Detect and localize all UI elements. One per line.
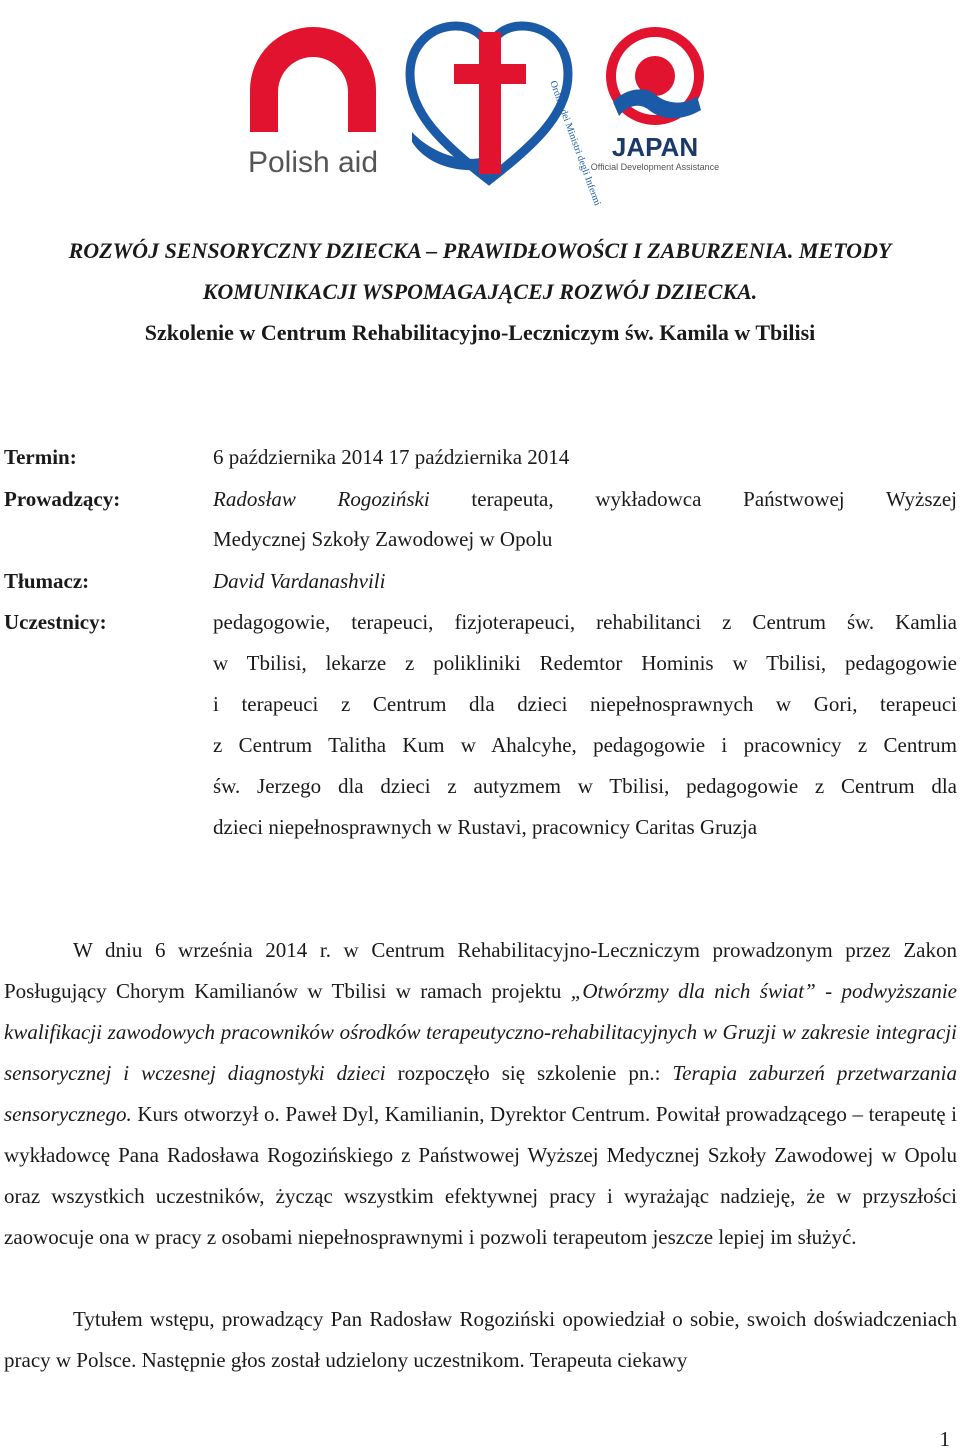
prowadzacy-line-2: Medycznej Szkoły Zawodowej w Opolu — [213, 527, 553, 551]
p1-project-subtitle: podwyższanie kwalifikacji zawodowych pracowników ośrodków terapeutyczno-rehabilitacyjnych w Gruzji w zakresie integracji sensorycznej i wczesnej diagnostyki dzieci — [4, 979, 957, 1085]
svg-text:Polish aid: Polish aid — [247, 146, 379, 179]
prowadzacy-line-1 — [213, 479, 957, 520]
doc-title-line-2: KOMUNIKACJI WSPOMAGAJĄCEJ ROZWÓJ DZIECKA. — [202, 279, 758, 304]
p1-text: Kurs otworzył o. Paweł Dyl, Kamilianin, Dyrektor Centrum. Powitał prowadzącego – terapeutę i wykładowcę Pana Radosława Rogozińskiego z Państwowej Wyższej Medycznej Szkoły Zawodowej w Opolu oraz wszystkich uczestników, życząc wszystkim efektywnej pracy i wyrażając nadzieję, że w przyszłości zaowocuje ona w pracy z osobami niepełnosprawnymi i pozwoli terapeutom jeszcze lepiej im służyć. — [4, 1102, 957, 1249]
uczestnicy-line: pedagogowie, terapeuci, fizjoterapeuci, rehabilitanci z Centrum św. Kamlia — [213, 610, 957, 634]
termin-value: 6 października 2014 17 października 2014 — [213, 445, 570, 469]
tlumacz-label: Tłumacz: — [4, 569, 90, 593]
tlumacz-name: David Vardanashvili — [213, 569, 386, 593]
p1-text: W dniu 6 września 2014 r. w Centrum Rehabilitacyjno-Leczniczym prowadzonym przez — [73, 938, 891, 962]
p1-course-name: Terapia zaburzeń przetwarzania sensorycznego. — [4, 1061, 958, 1126]
prowadzacy-name: Radosław Rogoziński — [213, 487, 430, 511]
body-paragraph-2: Tytułem wstępu, prowadzący Pan Radosław Rogoziński opowiedział o sobie, swoich doświadczeniach pracy w Polsce. Następnie głos został udzielony uczestnikom. Terapeuta ciekawy — [4, 1307, 957, 1372]
p1-text: rozpoczęło się szkolenie pn.: — [385, 1061, 673, 1085]
japan-oda-logo — [585, 24, 725, 174]
body-paragraph-1 — [4, 930, 957, 1258]
page-number: 1 — [939, 1427, 950, 1451]
uczestnicy-label: Uczestnicy: — [4, 610, 107, 634]
prowadzacy-role: terapeuta, wykładowca Państwowej Wyższej — [471, 487, 957, 511]
uczestnicy-line: i terapeuci z Centrum dla dzieci niepełnosprawnych w Gori, terapeuci — [213, 692, 957, 716]
tlumacz-value — [213, 561, 957, 602]
uczestnicy-line: dzieci niepełnosprawnych w Rustavi, pracownicy Caritas Gruzja — [213, 815, 758, 839]
doc-title-line-1: ROZWÓJ SENSORYCZNY DZIECKA – PRAWIDŁOWOŚCI I ZABURZENIA. METODY — [68, 238, 892, 263]
p1-text: Zakon Posługujący Chorym Kamilianów w Tbilisi w ramach projektu — [4, 938, 958, 1003]
svg-text:Ordine dei Ministri degli Infe: Ordine dei Ministri degli Infermi — [547, 79, 603, 208]
ordine-heart-cross-logo — [400, 12, 603, 208]
logo-strip — [0, 8, 960, 208]
termin-label: Termin: — [4, 445, 77, 469]
uczestnicy-line: z Centrum Talitha Kum w Ahalcyhe, pedagogowie i pracownicy z Centrum — [213, 733, 957, 757]
uczestnicy-line: św. Jerzego dla dzieci z autyzmem w Tbilisi, pedagogowie z Centrum dla — [213, 774, 957, 798]
svg-text:Official Development Assistanc: Official Development Assistance — [590, 162, 720, 172]
p1-project-name: „Otwórzmy dla nich świat” - — [570, 979, 842, 1003]
svg-text:JAPAN: JAPAN — [611, 132, 699, 162]
polish-aid-logo — [228, 20, 398, 180]
uczestnicy-line: w Tbilisi, lekarze z polikliniki Redemtor Hominis w Tbilisi, pedagogowie — [213, 651, 957, 675]
doc-subtitle: Szkolenie w Centrum Rehabilitacyjno-Leczniczym św. Kamila w Tbilisi — [144, 320, 816, 345]
prowadzacy-label: Prowadzący: — [4, 487, 121, 511]
